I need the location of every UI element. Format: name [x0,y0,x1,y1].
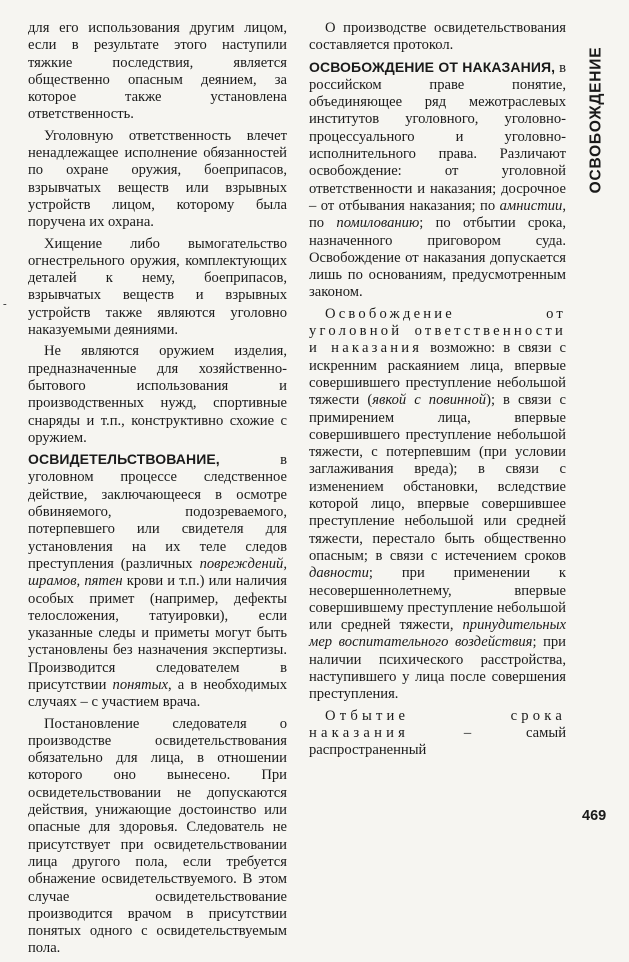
paragraph-oruzhie-continuation: для его использования другим лицом, если в результате этого наступили тяжкие последствия, является общественно опасным деянием, за которое также установлена ответственность. [28,20,287,123]
paragraph-oruzhie-okhrana: Уголовную ответственность влечет ненадлежащее исполнение обязанностей по охране оружия, боеприпасов, взрывчатых веществ или взрывных устройств лицом, которому была поручена их охрана. [28,127,287,231]
entry-text: в уголовном процессе следственное действие, заключающееся в осмотре обвиняемого, подозреваемого, потерпевшего или свидетеля для установления на их теле следов преступления (различных [28,452,287,572]
entry-text: в российском праве понятие, объединяющее ряд межотраслевых институтов уголовного, уголовно-процессуального и уголовно-исполнительного права. Различают освобождение: от уголовной ответственности и наказания; досрочное – от отбывания наказания; по [309,59,566,214]
paragraph-protokol: О производстве освидетельствования составляется протокол. [309,20,566,54]
entry-text: , по [309,197,566,232]
entry-text: ; по отбытии срока, назначенного приговором суда. Освобождение от наказания допускается лишь по основаниям, предусмотренным законом. [309,215,566,301]
entry-osvidetelstvovanie [28,451,287,711]
margin-mark: - [3,298,7,310]
cross-reference-pomilovanie: помилованию [336,215,420,232]
page-number: 469 [582,808,607,824]
entry-text: ); в связи с примирением лица, впервые совершившего преступление небольшой тяжести, с потерпевшим (при условии заглаживания вреда); в связи с изменением обстановки, вследствие которой лицо, впервые совершившее преступление небольшой или средней тяжести, перестало быть общественно опасным; в связи с истечением сроков [309,392,566,564]
paragraph-oruzhie-khishchenie: Хищение либо вымогательство огнестрельного оружия, комплектующих деталей к нему, боеприпасов, взрывчатых веществ и взрывных устройств также являются уголовно наказуемыми деяниями. [28,235,287,339]
entry-text: , а в необходимых случаях – с участием врача. [28,676,287,711]
paragraph-postanovlenie: Постановление следователя о производстве освидетельствования обязательно для лица, в отношении которого оно вынесено. При освидетельствовании не допускаются действия, унижающие достоинство или опасные для здоровья. Следователь не присутствует при освидетельствовании лица другого пола, если требуется обнажение освидетельствуемого. В этом случае освидетельствование производится врачом в присутствии понятых одного с освидетельствуемым пола. [28,715,287,957]
entry-text: возможно: в связи с искренним раскаянием лица, впервые совершившего преступление небольшой тяжести ( [309,340,566,409]
spaced-term: Освобождение от уголовной ответственности и наказания [309,305,566,357]
entry-text: ; при применении к несовершеннолетнему, впервые совершившему преступление небольшой или средней тяжести, [309,565,566,634]
cross-reference-yavka: явкой с повинной [372,392,487,409]
left-column [28,20,287,962]
entry-text: ; при наличии психического расстройства, наступившего у лица после совершения преступления. [309,634,566,703]
running-head: ОСВОБОЖДЕНИЕ [587,46,604,194]
headword-osvobozhdenie: ОСВОБОЖДЕНИЕ ОТ НАКАЗАНИЯ, [309,58,556,75]
cross-reference-amnistiya: амнистии [499,197,563,214]
right-column [309,20,566,763]
cross-reference: повреждений, шрамов, пятен [28,555,287,590]
paragraph-osvobozhdenie-ot-otvetstvennosti [309,306,566,704]
entry-osvobozhdenie-ot-nakazaniya [309,59,566,302]
cross-reference-davnost: давности [309,565,369,582]
entry-text: – самый распространенный [309,724,566,759]
entry-text: крови и т.п.) или наличия особых примет (например, дефекты телосложения, татуировки), если указанные следы и приметы могут быть установлены без назначения экспертизы. Производится следователем в присутствии [28,573,287,693]
headword-osvidetelstvovanie: ОСВИДЕТЕЛЬСТВОВАНИЕ, [28,451,220,468]
paragraph-oruzhie-ne-yavlyayutsya: Не являются оружием изделия, предназначенные для хозяйственно-бытового использования и производственных нужд, спортивные снаряды и т.п., конструктивно схожие с оружием. [28,343,287,446]
cross-reference-prinuditelnye-mery: принудительных мер воспитательного воздействия [309,617,566,651]
cross-reference-ponyatye: понятых [112,676,169,693]
spaced-term: Отбытие срока наказания [309,707,566,741]
paragraph-otbytie-sroka [309,708,566,760]
